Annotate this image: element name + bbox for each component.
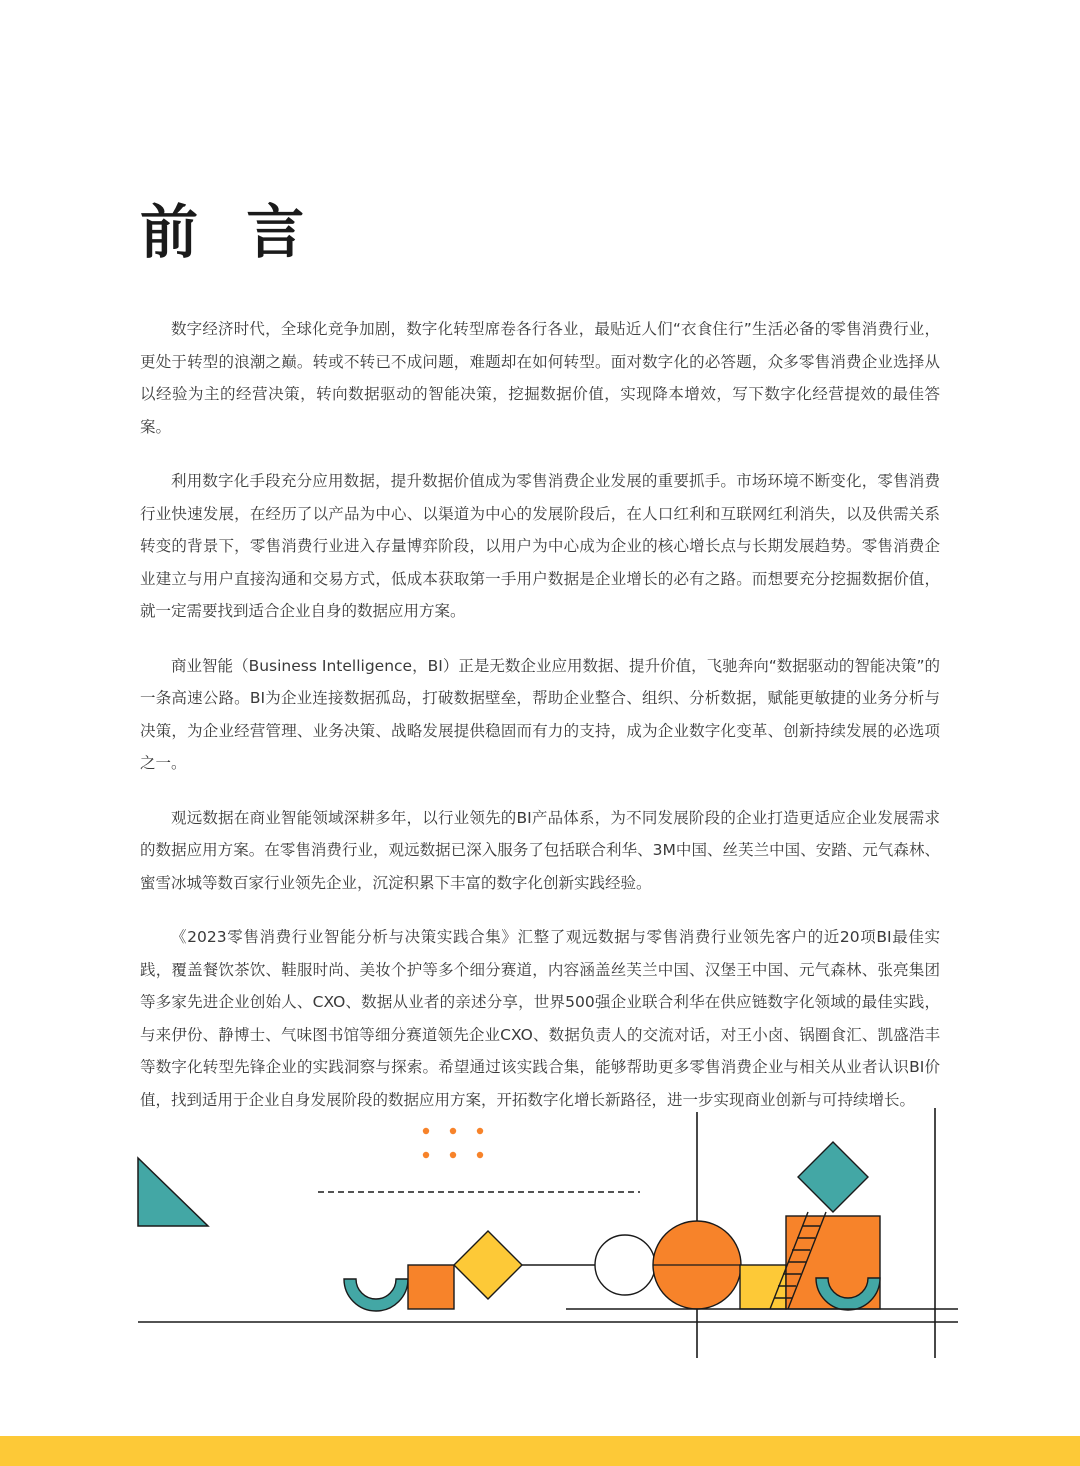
outline-circle-icon	[595, 1235, 655, 1295]
teal-arc-icon	[344, 1279, 408, 1311]
page-title: 前 言	[140, 198, 319, 266]
paragraph: 观远数据在商业智能领域深耕多年，以行业领先的BI产品体系，为不同发展阶段的企业打造更适应企业发展需求的数据应用方案。在零售消费行业，观远数据已深入服务了包括联合利华、3M中国、丝芙兰中国、安踏、元气森林、蜜雪冰城等数百家行业领先企业，沉淀积累下丰富的数字化创新实践经验。	[140, 808, 940, 892]
footer-bar	[0, 1436, 1080, 1466]
paragraph: 数字经济时代，全球化竞争加剧，数字化转型席卷各行各业，最贴近人们“衣食住行”生活必备的零售消费行业，更处于转型的浪潮之巅。转或不转已不成问题，难题却在如何转型。面对数字化的必答题，众多零售消费企业选择从以经验为主的经营决策，转向数据驱动的智能决策，挖掘数据价值，实现降本增效，写下数字化经营提效的最佳答案。	[140, 320, 940, 436]
geometric-illustration	[0, 1100, 1080, 1370]
orange-square-icon	[408, 1265, 454, 1309]
dot-grid-icon	[423, 1128, 483, 1158]
preface-body	[140, 313, 940, 1138]
teal-triangle-icon	[138, 1158, 208, 1226]
paragraph: 《2023零售消费行业智能分析与决策实践合集》汇整了观远数据与零售消费行业领先客户的近20项BI最佳实践，覆盖餐饮茶饮、鞋服时尚、美妆个护等多个细分赛道，内容涵盖丝芙兰中国、汉堡王中国、元气森林、张亮集团等多家先进企业创始人、CXO、数据从业者的亲述分享，世界500强企业联合利华在供应链数字化领域的最佳实践，与来伊份、静博士、气味图书馆等细分赛道领先企业CXO、数据负责人的交流对话，对王小卤、锅圈食汇、凯盛浩丰等数字化转型先锋企业的实践洞察与探索。希望通过该实践合集，能够帮助更多零售消费企业与相关从业者认识BI价值，找到适用于企业自身发展阶段的数据应用方案，开拓数字化增长新路径，进一步实现商业创新与可持续增长。	[140, 928, 940, 1109]
yellow-diamond-icon	[454, 1231, 522, 1299]
teal-diamond-icon	[798, 1142, 868, 1212]
paragraph: 商业智能（Business Intelligence，BI）正是无数企业应用数据、提升价值，飞驰奔向“数据驱动的智能决策”的一条高速公路。BI为企业连接数据孤岛，打破数据壁垒，帮助企业整合、组织、分析数据，赋能更敏捷的业务分析与决策，为企业经营管理、业务决策、战略发展提供稳固而有力的支持，成为企业数字化变革、创新持续发展的必选项之一。	[140, 656, 940, 772]
paragraph: 利用数字化手段充分应用数据，提升数据价值成为零售消费企业发展的重要抓手。市场环境不断变化，零售消费行业快速发展，在经历了以产品为中心、以渠道为中心的发展阶段后，在人口红利和互联网红利消失，以及供需关系转变的背景下，零售消费行业进入存量博弈阶段，以用户为中心成为企业的核心增长点与长期发展趋势。零售消费企业建立与用户直接沟通和交易方式，低成本获取第一手用户数据是企业增长的必有之路。而想要充分挖掘数据价值，就一定需要找到适合企业自身的数据应用方案。	[140, 472, 940, 620]
